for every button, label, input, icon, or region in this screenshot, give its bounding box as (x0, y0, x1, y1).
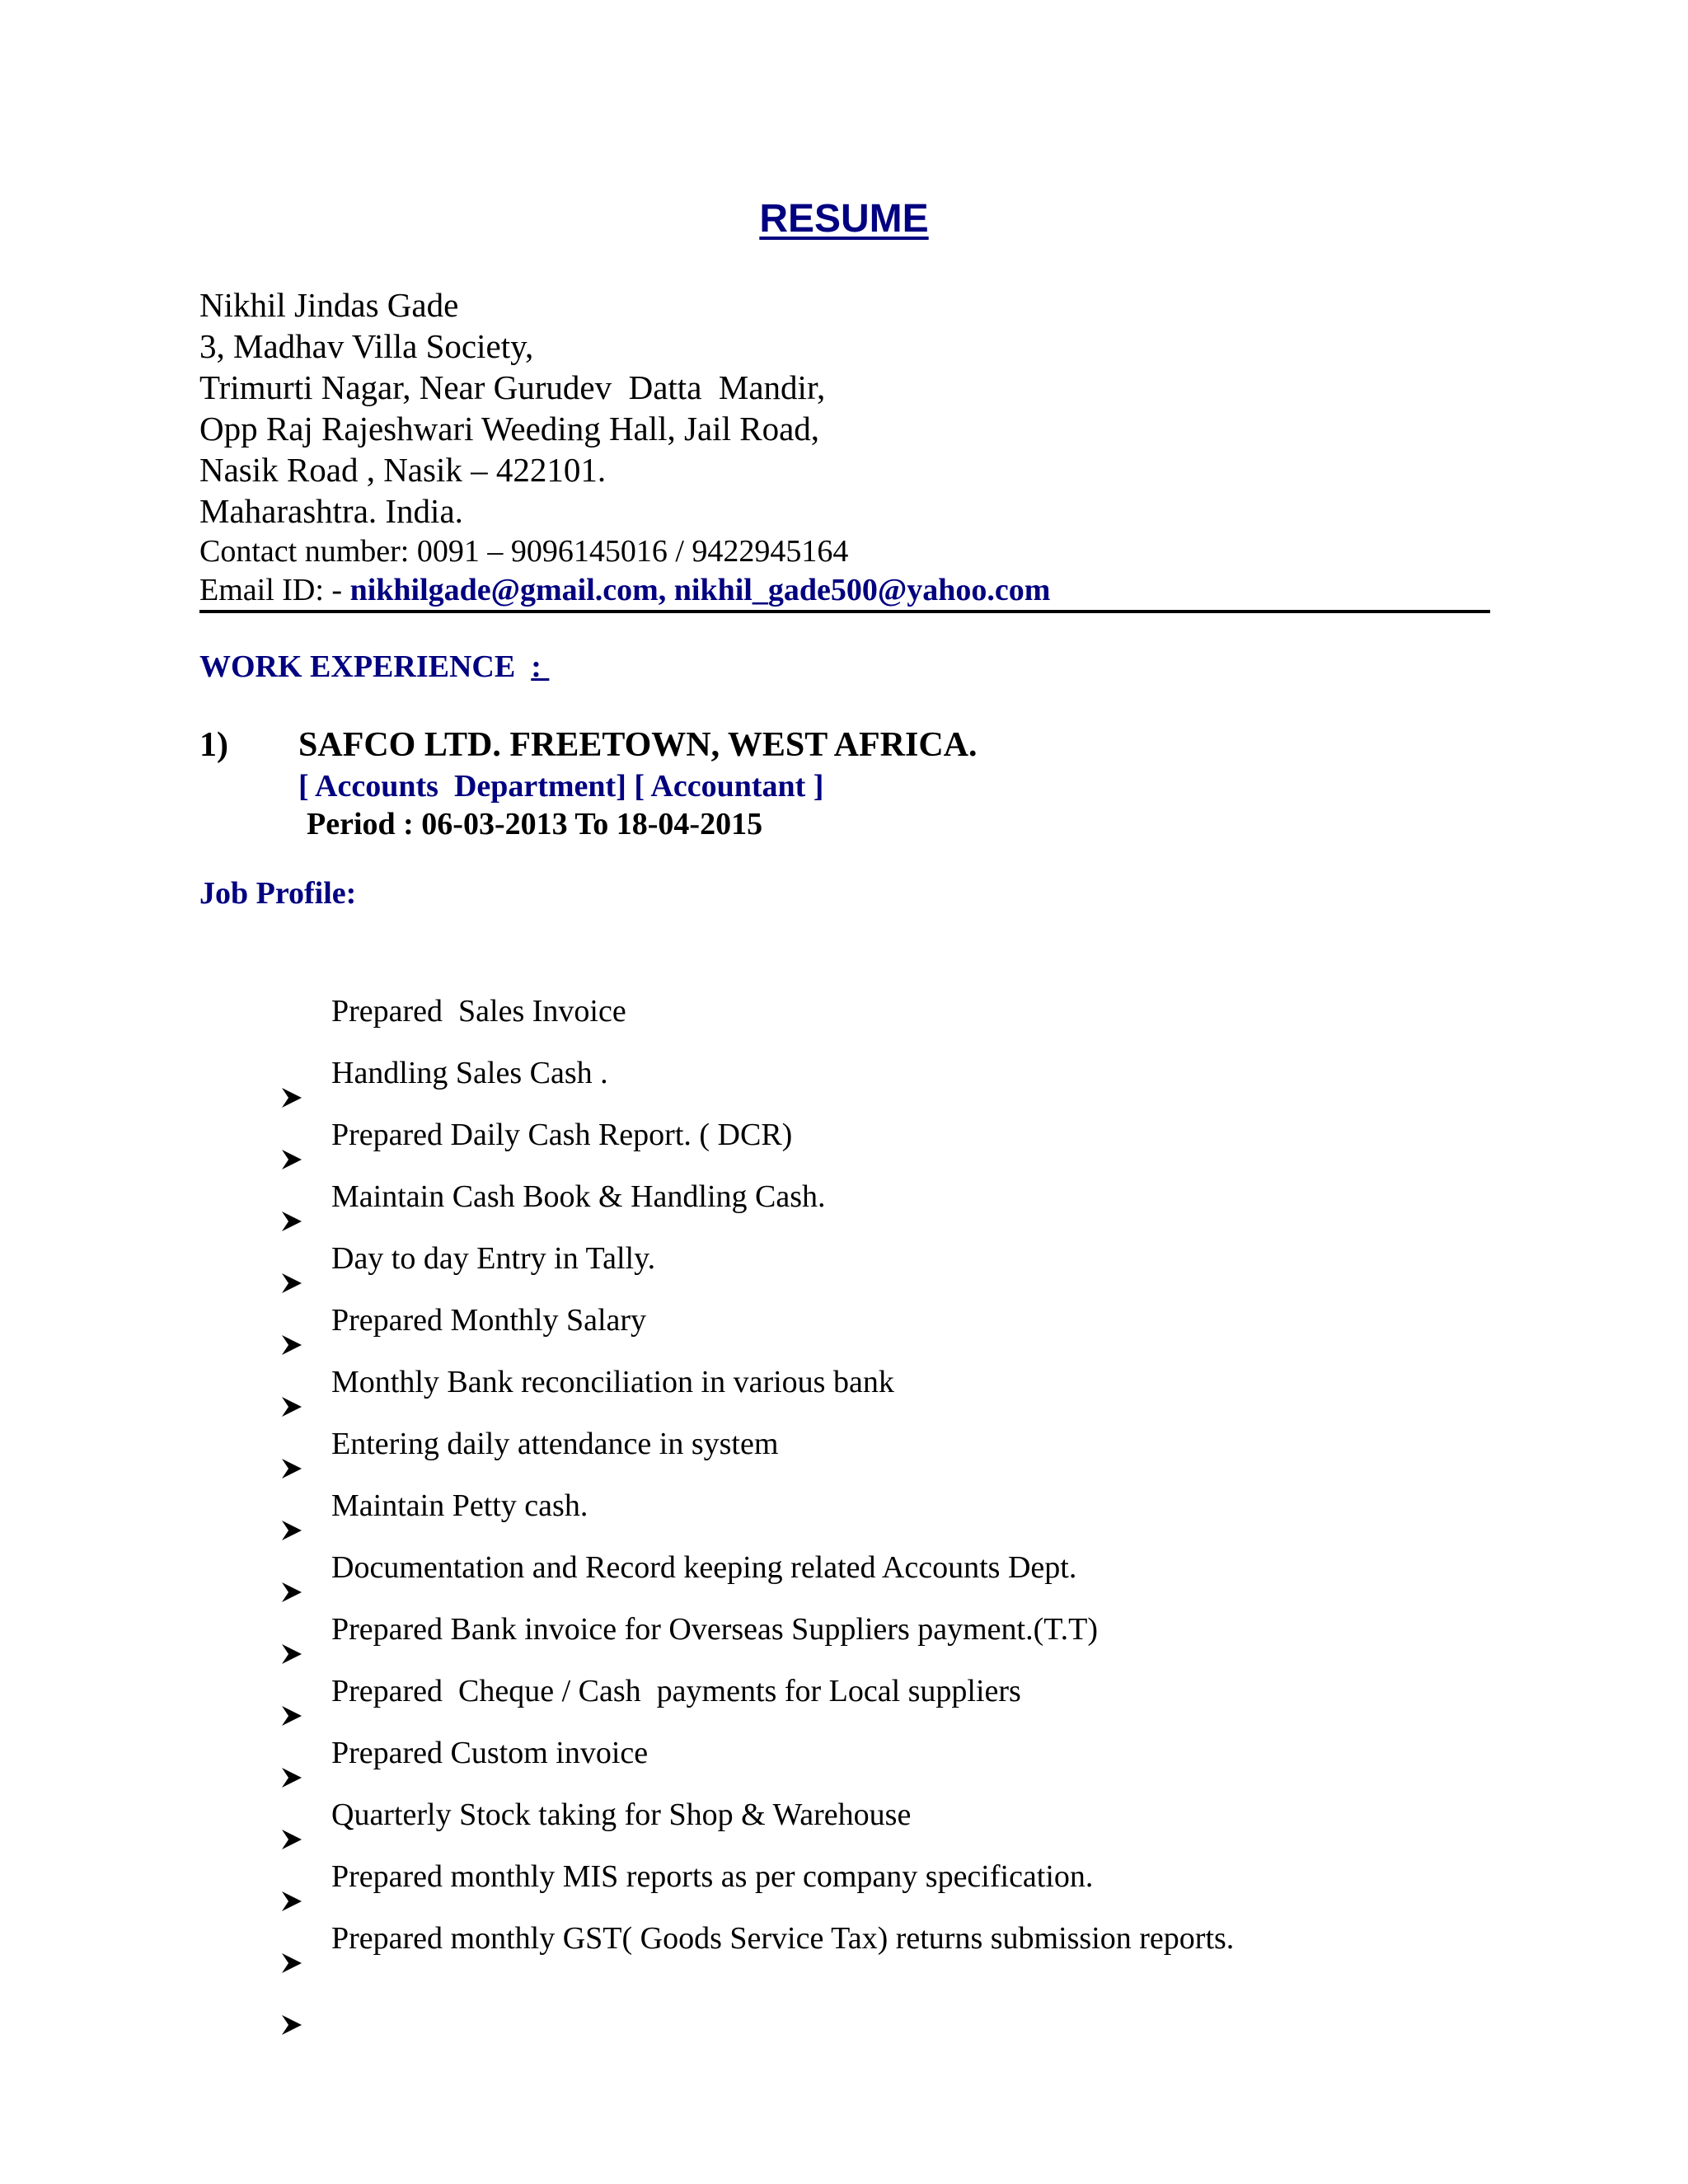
address-line: Opp Raj Rajeshwari Weeding Hall, Jail Road, (199, 410, 820, 448)
page-title: RESUME (759, 197, 929, 241)
list-item (280, 1732, 1234, 1793)
email-label: Email ID: - (199, 573, 350, 607)
list-item-text: Prepared monthly GST( Goods Service Tax) returns submission reports. (331, 1921, 1235, 1956)
list-item-text: Quarterly Stock taking for Shop & Warehouse (331, 1797, 912, 1832)
list-item-text: Prepared Custom invoice (331, 1736, 649, 1770)
list-item (280, 1361, 1234, 1422)
list-item (280, 1608, 1234, 1670)
list-item (280, 1855, 1234, 1917)
list-item-text: Monthly Bank reconciliation in various bank (331, 1365, 894, 1399)
address-line: Trimurti Nagar, Near Gurudev Datta Mandir, (199, 368, 826, 406)
work-experience-heading (199, 649, 549, 685)
list-item (280, 1484, 1234, 1546)
list-item-text: Entering daily attendance in system (331, 1427, 779, 1461)
address-line: Maharashtra. India. (199, 492, 463, 530)
list-item-text: Prepared Cheque / Cash payments for Local suppliers (331, 1674, 1021, 1708)
list-item (280, 1237, 1234, 1299)
company-heading (199, 725, 978, 765)
list-item (280, 1546, 1234, 1608)
email-addresses[interactable]: nikhilgade@gmail.com, nikhil_gade500@yahoo.com (349, 573, 1051, 607)
company-number: 1) (199, 726, 228, 764)
employment-period: Period : 06-03-2013 To 18-04-2015 (307, 807, 763, 841)
list-item (280, 1175, 1234, 1237)
contact-number: Contact number: 0091 – 9096145016 / 9422945164 (199, 534, 849, 569)
list-item-text: Day to day Entry in Tally. (331, 1241, 656, 1276)
list-item-text: Maintain Cash Book & Handling Cash. (331, 1179, 826, 1214)
list-item-text: Maintain Petty cash. (331, 1488, 588, 1523)
contact-block (199, 532, 1050, 610)
candidate-name: Nikhil Jindas Gade (199, 286, 459, 324)
list-item (280, 1670, 1234, 1732)
list-item (280, 1113, 1234, 1175)
job-profile-heading: Job Profile: (199, 876, 357, 911)
address-line: 3, Madhav Villa Society, (199, 327, 534, 365)
list-item-text: Prepared Daily Cash Report. ( DCR) (331, 1118, 793, 1152)
list-item (280, 1299, 1234, 1361)
list-item-text: Prepared Sales Invoice (331, 994, 626, 1029)
list-item (280, 990, 1234, 1052)
address-block (199, 284, 825, 532)
list-item-text: Handling Sales Cash . (331, 1056, 608, 1090)
email-line (199, 571, 1050, 610)
department-role: [ Accounts Department] [ Accountant ] (298, 769, 824, 804)
list-item-text: Prepared Bank invoice for Overseas Suppliers payment.(T.T) (331, 1612, 1098, 1647)
address-line: Nasik Road , Nasik – 422101. (199, 451, 607, 489)
list-item (280, 1422, 1234, 1484)
list-item (280, 1793, 1234, 1855)
list-item (280, 1917, 1234, 1979)
list-item-text: Prepared Monthly Salary (331, 1303, 647, 1338)
work-experience-colon: : (531, 649, 550, 684)
company-name: SAFCO LTD. FREETOWN, WEST AFRICA. (298, 726, 978, 764)
header-divider (199, 610, 1490, 613)
list-item (280, 1052, 1234, 1113)
arrowhead-bullet-icon (280, 1917, 331, 2122)
list-item-text: Prepared monthly MIS reports as per company specification. (331, 1859, 1094, 1894)
list-item-text: Documentation and Record keeping related Accounts Dept. (331, 1550, 1077, 1585)
job-profile-list (280, 990, 1234, 1979)
work-experience-title: WORK EXPERIENCE (199, 649, 532, 684)
